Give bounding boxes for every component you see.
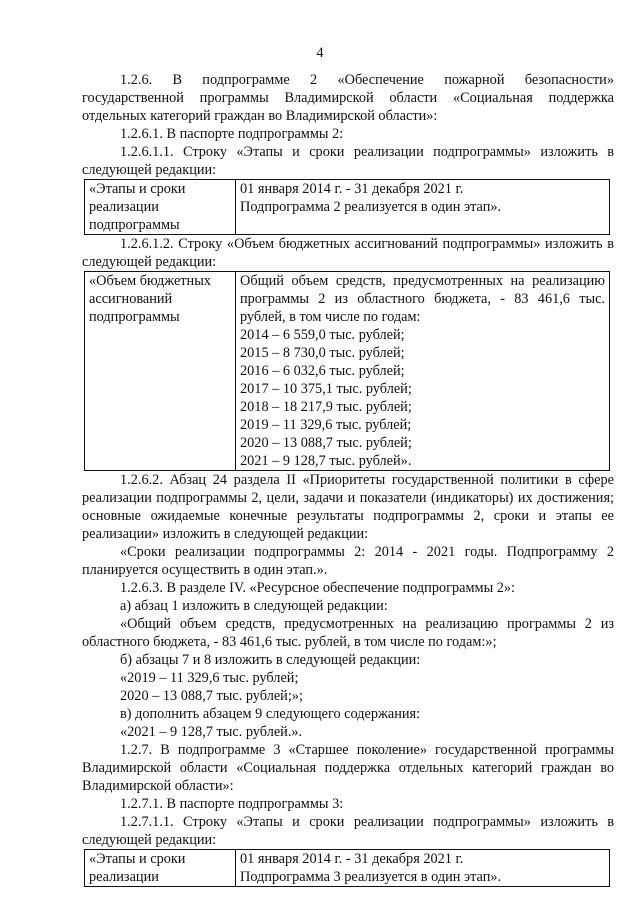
year-line: 2015 – 8 730,0 тыс. рублей; — [240, 345, 405, 361]
table-line: Подпрограмма 3 реализуется в один этап». — [240, 869, 502, 885]
year-line: 2016 – 6 032,6 тыс. рублей; — [240, 363, 405, 379]
paragraph-1-2-7-1-1: 1.2.7.1.1. Строку «Этапы и сроки реализации подпрограммы» изложить в следующей редакции: — [82, 814, 614, 848]
paragraph-b: б) абзацы 7 и 8 изложить в следующей редакции: — [120, 652, 421, 668]
paragraph-2021: «2021 – 9 128,7 тыс. рублей.». — [120, 724, 303, 740]
table-line: 01 января 2014 г. - 31 декабря 2021 г. — [240, 851, 464, 867]
page-number: 4 — [316, 45, 324, 61]
table-budget-subprogram-2 — [84, 271, 610, 471]
year-line: 2019 – 11 329,6 тыс. рублей; — [240, 417, 412, 433]
paragraph-quote-terms: «Сроки реализации подпрограммы 2: 2014 - 2021 годы. Подпрограмму 2 планируется осуществить в один этап.». — [82, 544, 614, 578]
table-stages-subprogram-3 — [84, 849, 610, 887]
table-cell-value — [236, 180, 610, 235]
paragraph-a: а) абзац 1 изложить в следующей редакции: — [120, 598, 388, 614]
table-intro: Общий объем средств, предусмотренных на реализацию программы 2 из областного бюджета, - 83 461,6 тыс. рублей, в том числе по годам: — [240, 273, 605, 325]
paragraph-1-2-6-2: 1.2.6.2. Абзац 24 раздела II «Приоритеты государственной политики в сфере реализации подпрограммы 2, цели, задачи и показатели (индикаторы) их достижения; основные ожидаемые конечные результаты подпрограммы 2, сроки и этапы ее реализации» изложить в следующей редакции: — [82, 472, 614, 542]
paragraph-1-2-7-1: 1.2.7.1. В паспорте подпрограммы 3: — [120, 796, 344, 812]
table-line: Подпрограмма 2 реализуется в один этап». — [240, 199, 502, 215]
table-cell-label: «Этапы и сроки реализации — [85, 850, 236, 887]
paragraph-v: в) дополнить абзацем 9 следующего содержания: — [120, 706, 421, 722]
year-line: 2017 – 10 375,1 тыс. рублей; — [240, 381, 412, 397]
table-cell-value — [236, 850, 610, 887]
paragraph-1-2-7: 1.2.7. В подпрограмме 3 «Старшее поколение» государственной программы Владимирской области «Социальная поддержка отдельных категорий граждан во Владимирской области»: — [82, 742, 614, 794]
year-line: 2020 – 13 088,7 тыс. рублей; — [240, 435, 412, 451]
document-body — [82, 71, 614, 887]
year-line: 2021 – 9 128,7 тыс. рублей». — [240, 453, 412, 469]
paragraph-1-2-6: 1.2.6. В подпрограмме 2 «Обеспечение пожарной безопасности» государственной программы Владимирской области «Социальная поддержка отдельных категорий граждан во Владимирской области»: — [82, 72, 614, 124]
year-line: 2014 – 6 559,0 тыс. рублей; — [240, 327, 405, 343]
paragraph-quote-total: «Общий объем средств, предусмотренных на реализацию программы 2 из областного бюджета, - 83 461,6 тыс. рублей, в том числе по годам:»; — [82, 616, 614, 650]
table-cell-value — [236, 272, 610, 471]
paragraph-1-2-6-1-2: 1.2.6.1.2. Строку «Объем бюджетных ассигнований подпрограммы» изложить в следующей редакции: — [82, 236, 614, 270]
paragraph-2020: 2020 – 13 088,7 тыс. рублей;»; — [120, 688, 303, 704]
table-cell-label: «Объем бюджетных ассигнований подпрограммы — [85, 272, 236, 471]
paragraph-1-2-6-3: 1.2.6.3. В разделе IV. «Ресурсное обеспечение подпрограммы 2»: — [120, 580, 516, 596]
paragraph-1-2-6-1: 1.2.6.1. В паспорте подпрограммы 2: — [120, 126, 344, 142]
year-line: 2018 – 18 217,9 тыс. рублей; — [240, 399, 412, 415]
table-stages-subprogram-2 — [84, 179, 610, 235]
paragraph-2019: «2019 – 11 329,6 тыс. рублей; — [120, 670, 299, 686]
table-line: 01 января 2014 г. - 31 декабря 2021 г. — [240, 181, 464, 197]
table-cell-label: «Этапы и сроки реализации подпрограммы — [85, 180, 236, 235]
paragraph-1-2-6-1-1: 1.2.6.1.1. Строку «Этапы и сроки реализации подпрограммы» изложить в следующей редакции: — [82, 144, 614, 178]
